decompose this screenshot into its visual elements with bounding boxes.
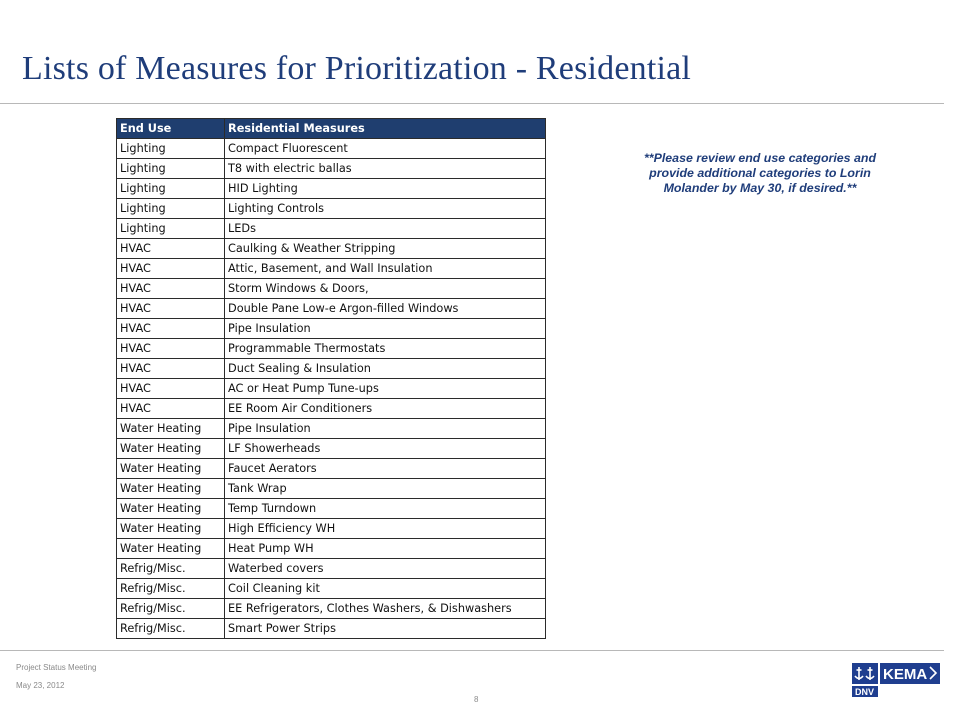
end-use-cell: Water Heating	[117, 539, 225, 559]
measures-table	[116, 118, 546, 639]
end-use-cell: Water Heating	[117, 459, 225, 479]
table-row	[117, 619, 546, 639]
end-use-cell: Lighting	[117, 219, 225, 239]
measure-cell: Pipe Insulation	[225, 319, 546, 339]
table-row	[117, 159, 546, 179]
review-note: **Please review end use categories and provide additional categories to Lorin Molander by May 30, if desired.**	[643, 151, 877, 195]
table-row	[117, 439, 546, 459]
end-use-cell: HVAC	[117, 379, 225, 399]
measure-cell: T8 with electric ballas	[225, 159, 546, 179]
measure-cell: AC or Heat Pump Tune-ups	[225, 379, 546, 399]
table-row	[117, 379, 546, 399]
end-use-cell: HVAC	[117, 339, 225, 359]
title-divider	[0, 103, 944, 104]
end-use-cell: HVAC	[117, 239, 225, 259]
end-use-cell: Water Heating	[117, 479, 225, 499]
table-row	[117, 519, 546, 539]
measure-cell: Attic, Basement, and Wall Insulation	[225, 259, 546, 279]
measure-cell: Double Pane Low-e Argon-filled Windows	[225, 299, 546, 319]
measure-cell: Caulking & Weather Stripping	[225, 239, 546, 259]
measure-cell: Compact Fluorescent	[225, 139, 546, 159]
end-use-cell: HVAC	[117, 319, 225, 339]
table-row	[117, 359, 546, 379]
table-row	[117, 559, 546, 579]
end-use-cell: Refrig/Misc.	[117, 619, 225, 639]
measure-cell: EE Refrigerators, Clothes Washers, & Dishwashers	[225, 599, 546, 619]
end-use-cell: Water Heating	[117, 419, 225, 439]
end-use-cell: Refrig/Misc.	[117, 599, 225, 619]
table-row	[117, 299, 546, 319]
slide-title: Lists of Measures for Prioritization - Residential	[22, 50, 692, 87]
table-row	[117, 419, 546, 439]
table-row	[117, 319, 546, 339]
table-row	[117, 539, 546, 559]
measure-cell: LEDs	[225, 219, 546, 239]
measure-cell: Waterbed covers	[225, 559, 546, 579]
end-use-cell: HVAC	[117, 259, 225, 279]
measure-cell: Pipe Insulation	[225, 419, 546, 439]
measure-cell: Coil Cleaning kit	[225, 579, 546, 599]
table-row	[117, 339, 546, 359]
table-row	[117, 239, 546, 259]
end-use-cell: Lighting	[117, 199, 225, 219]
footer-date: May 23, 2012	[16, 681, 65, 690]
page-number: 8	[474, 695, 479, 704]
measure-cell: LF Showerheads	[225, 439, 546, 459]
footer-divider	[0, 650, 944, 651]
measure-cell: Faucet Aerators	[225, 459, 546, 479]
header-residential-measures: Residential Measures	[225, 119, 546, 139]
table-row	[117, 219, 546, 239]
table-row	[117, 199, 546, 219]
measure-cell: Storm Windows & Doors,	[225, 279, 546, 299]
end-use-cell: HVAC	[117, 299, 225, 319]
table-row	[117, 499, 546, 519]
end-use-cell: Lighting	[117, 159, 225, 179]
kema-dnv-logo	[850, 660, 944, 700]
measure-cell: Heat Pump WH	[225, 539, 546, 559]
svg-text:DNV: DNV	[855, 687, 875, 697]
measure-cell: HID Lighting	[225, 179, 546, 199]
measure-cell: Duct Sealing & Insulation	[225, 359, 546, 379]
table-row	[117, 279, 546, 299]
end-use-cell: Water Heating	[117, 519, 225, 539]
table-body	[117, 139, 546, 639]
end-use-cell: HVAC	[117, 359, 225, 379]
svg-text:KEMA: KEMA	[883, 666, 928, 683]
table-row	[117, 579, 546, 599]
end-use-cell: Refrig/Misc.	[117, 559, 225, 579]
end-use-cell: Water Heating	[117, 499, 225, 519]
table-row	[117, 259, 546, 279]
end-use-cell: Water Heating	[117, 439, 225, 459]
table-row	[117, 459, 546, 479]
table-row	[117, 599, 546, 619]
table-row	[117, 139, 546, 159]
table-row	[117, 399, 546, 419]
table-header-row	[117, 119, 546, 139]
measure-cell: Tank Wrap	[225, 479, 546, 499]
measure-cell: Lighting Controls	[225, 199, 546, 219]
measure-cell: Smart Power Strips	[225, 619, 546, 639]
measure-cell: Temp Turndown	[225, 499, 546, 519]
measure-cell: High Efficiency WH	[225, 519, 546, 539]
end-use-cell: Lighting	[117, 179, 225, 199]
end-use-cell: Refrig/Misc.	[117, 579, 225, 599]
table-row	[117, 479, 546, 499]
end-use-cell: Lighting	[117, 139, 225, 159]
end-use-cell: HVAC	[117, 279, 225, 299]
table-row	[117, 179, 546, 199]
measure-cell: EE Room Air Conditioners	[225, 399, 546, 419]
measure-cell: Programmable Thermostats	[225, 339, 546, 359]
footer-meeting-name: Project Status Meeting	[16, 663, 97, 672]
end-use-cell: HVAC	[117, 399, 225, 419]
header-end-use: End Use	[117, 119, 225, 139]
